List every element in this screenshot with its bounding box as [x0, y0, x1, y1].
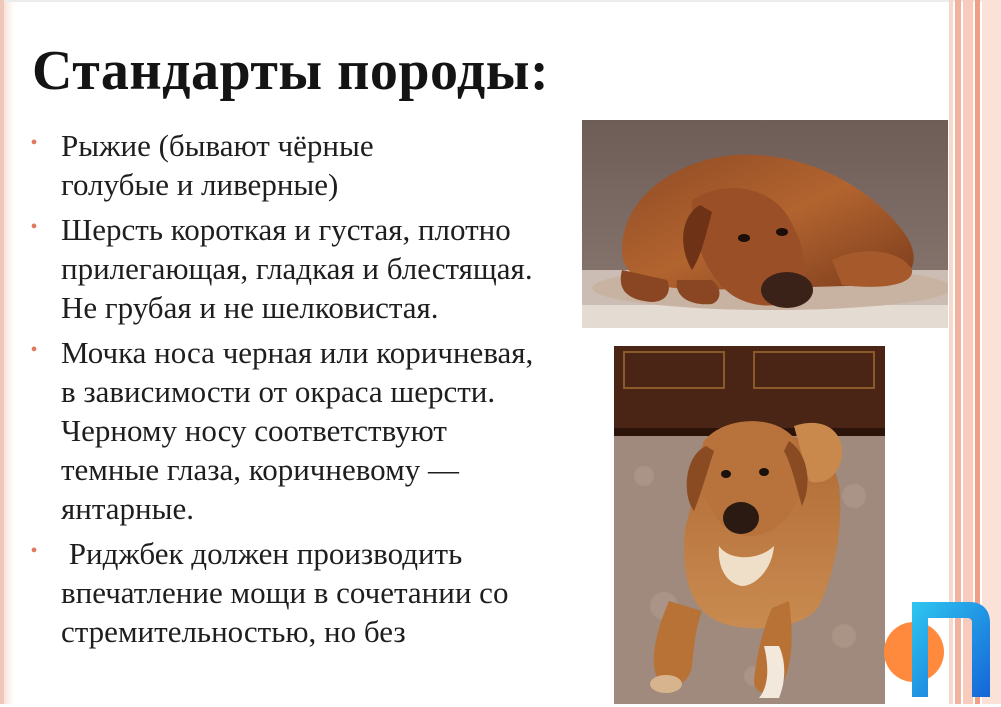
bullet-item — [28, 333, 568, 528]
bullet-item — [28, 534, 568, 651]
bullet-text: Рыжие (бывают чёрные голубые и ливерные) — [61, 128, 374, 202]
bullet-item — [28, 126, 568, 204]
slide-title: Стандарты породы: — [32, 40, 550, 102]
dog-on-carpet-photo — [614, 346, 885, 704]
slide-top-edge — [0, 0, 1001, 2]
bullet-item — [28, 210, 568, 327]
bullet-text: Риджбек должен производить впечатление мощи в сочетании со стремительностью, но без — [61, 536, 517, 649]
bullet-marker: • — [30, 132, 38, 154]
bullet-list — [28, 126, 568, 657]
slide-left-border — [0, 0, 4, 704]
bullet-text: Мочка носа черная или коричневая, в зависимости от окраса шерсти. Черному носу соответствуют темные глаза, коричневому — янтарные. — [61, 335, 534, 526]
bullet-marker: • — [30, 216, 38, 238]
bullet-marker: • — [30, 339, 38, 361]
bullet-marker: • — [30, 540, 38, 562]
dog-lying-photo — [582, 120, 948, 328]
bullet-text: Шерсть короткая и густая, плотно прилегающая, гладкая и блестящая. Не грубая и не шелковистая. — [61, 212, 533, 325]
brand-logo — [884, 592, 994, 702]
